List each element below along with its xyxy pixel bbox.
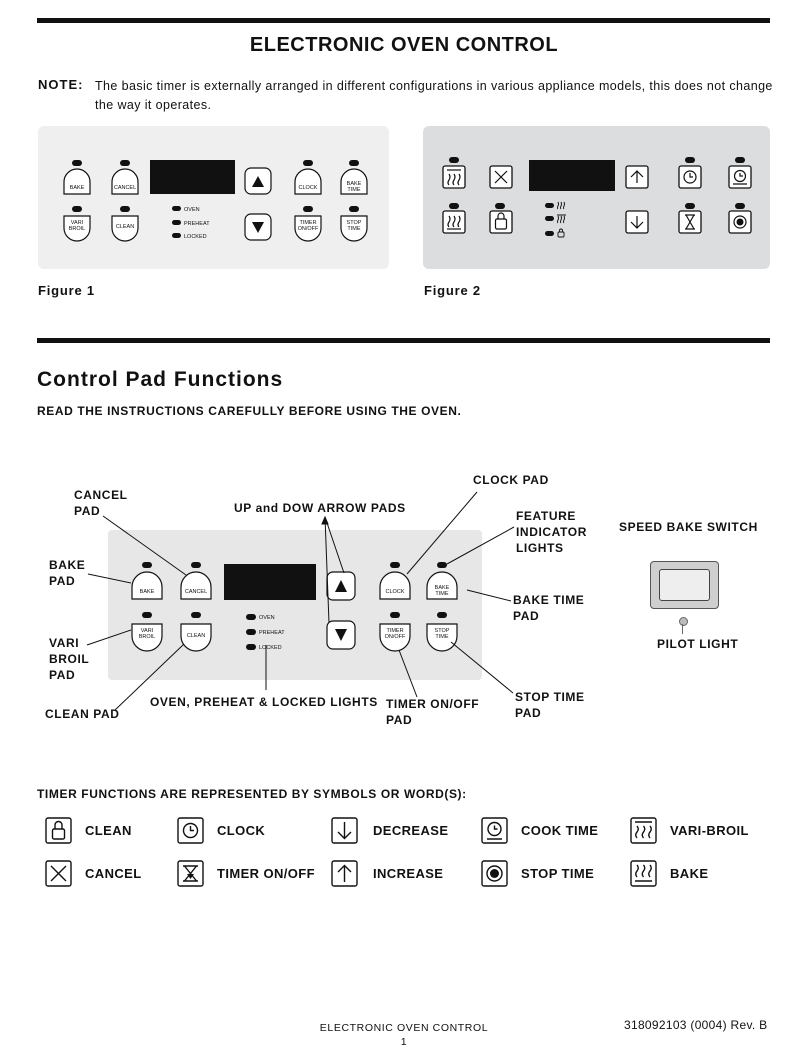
page-number: 1: [400, 1036, 408, 1048]
cook-time-symbol-label: COOK TIME: [521, 823, 599, 838]
bake-symbol-label: BAKE: [670, 866, 709, 881]
vari-broil-symbol-label: VARI-BROIL: [670, 823, 749, 838]
preheat-light-label: PREHEAT: [184, 221, 210, 227]
speed-bake-callout: SPEED BAKE SWITCH: [619, 520, 758, 534]
clean-pad-label: CLEAN: [186, 633, 206, 639]
cancel-pad-label: CANCEL: [184, 589, 208, 595]
cancel-pad-callout: CANCEL PAD: [74, 488, 128, 518]
clock-pad-label: CLOCK: [385, 589, 405, 595]
decrease-symbol-label: DECREASE: [373, 823, 449, 838]
oven-light-label: OVEN: [184, 207, 200, 213]
instruction-text: READ THE INSTRUCTIONS CAREFULLY BEFORE USING THE OVEN.: [37, 404, 462, 418]
stop-time-pad-label: STOP TIME: [434, 628, 450, 640]
vari-broil-pad-callout: VARI BROIL PAD: [49, 636, 90, 682]
locked-light-label: LOCKED: [184, 234, 207, 240]
vari-broil-pad-label: VARI BROIL: [138, 628, 156, 640]
clean-pad-callout: CLEAN PAD: [45, 707, 120, 721]
page-title: ELECTRONIC OVEN CONTROL: [249, 34, 559, 56]
clock-pad-callout: CLOCK PAD: [473, 473, 549, 487]
timer-label: TIMER ON/OFF: [297, 220, 319, 232]
clock-label: CLOCK: [298, 185, 318, 191]
stop-time-pad-callout: STOP TIME PAD: [515, 690, 585, 720]
timer-symbol-label: TIMER ON/OFF: [217, 866, 315, 881]
timer-functions-heading: TIMER FUNCTIONS ARE REPRESENTED BY SYMBOLS OR WORD(S):: [37, 787, 467, 801]
cancel-label: CANCEL: [113, 185, 137, 191]
locked-light-label: LOCKED: [259, 645, 282, 651]
preheat-light-label: PREHEAT: [259, 630, 285, 636]
bake-icon: [631, 861, 656, 886]
pilot-light-callout: PILOT LIGHT: [657, 637, 739, 651]
increase-symbol-label: INCREASE: [373, 866, 444, 881]
figure-1-caption: Figure 1: [38, 283, 95, 298]
clean-label: CLEAN: [115, 224, 135, 230]
cancel-symbol-label: CANCEL: [85, 866, 142, 881]
bake-time-label: BAKE TIME: [346, 181, 362, 193]
document-number: 318092103 (0004) Rev. B: [624, 1018, 768, 1032]
clean-symbol-label: CLEAN: [85, 823, 132, 838]
timer-pad-callout: TIMER ON/OFF PAD: [386, 697, 480, 727]
timer-pad-label: TIMER ON/OFF: [384, 628, 406, 640]
note-text: The basic timer is externally arranged in different configurations in various appliance models, this does not change the way it operates.: [95, 79, 773, 112]
note-label: NOTE:: [38, 77, 84, 92]
bake-pad-callout: BAKE PAD: [49, 558, 86, 588]
vari-broil-label: VARI BROIL: [68, 220, 86, 232]
bake-label: BAKE: [69, 185, 85, 191]
feature-lights-callout: FEATURE INDICATOR LIGHTS: [516, 509, 587, 555]
footer-title: ELECTRONIC OVEN CONTROL: [319, 1022, 489, 1034]
clock-symbol-label: CLOCK: [217, 823, 266, 838]
section-heading: Control Pad Functions: [37, 368, 284, 391]
stop-time-symbol-label: STOP TIME: [521, 866, 595, 881]
bake-time-pad-callout: BAKE TIME PAD: [513, 593, 585, 623]
figure-2-caption: Figure 2: [424, 283, 481, 298]
stop-time-label: STOP TIME: [346, 220, 362, 232]
lights-callout: OVEN, PREHEAT & LOCKED LIGHTS: [150, 695, 378, 709]
oven-light-label: OVEN: [259, 615, 275, 621]
arrow-pads-callout: UP and DOW ARROW PADS: [234, 501, 406, 515]
bake-pad-label: BAKE: [139, 589, 155, 595]
bake-time-pad-label: BAKE TIME: [434, 585, 450, 597]
